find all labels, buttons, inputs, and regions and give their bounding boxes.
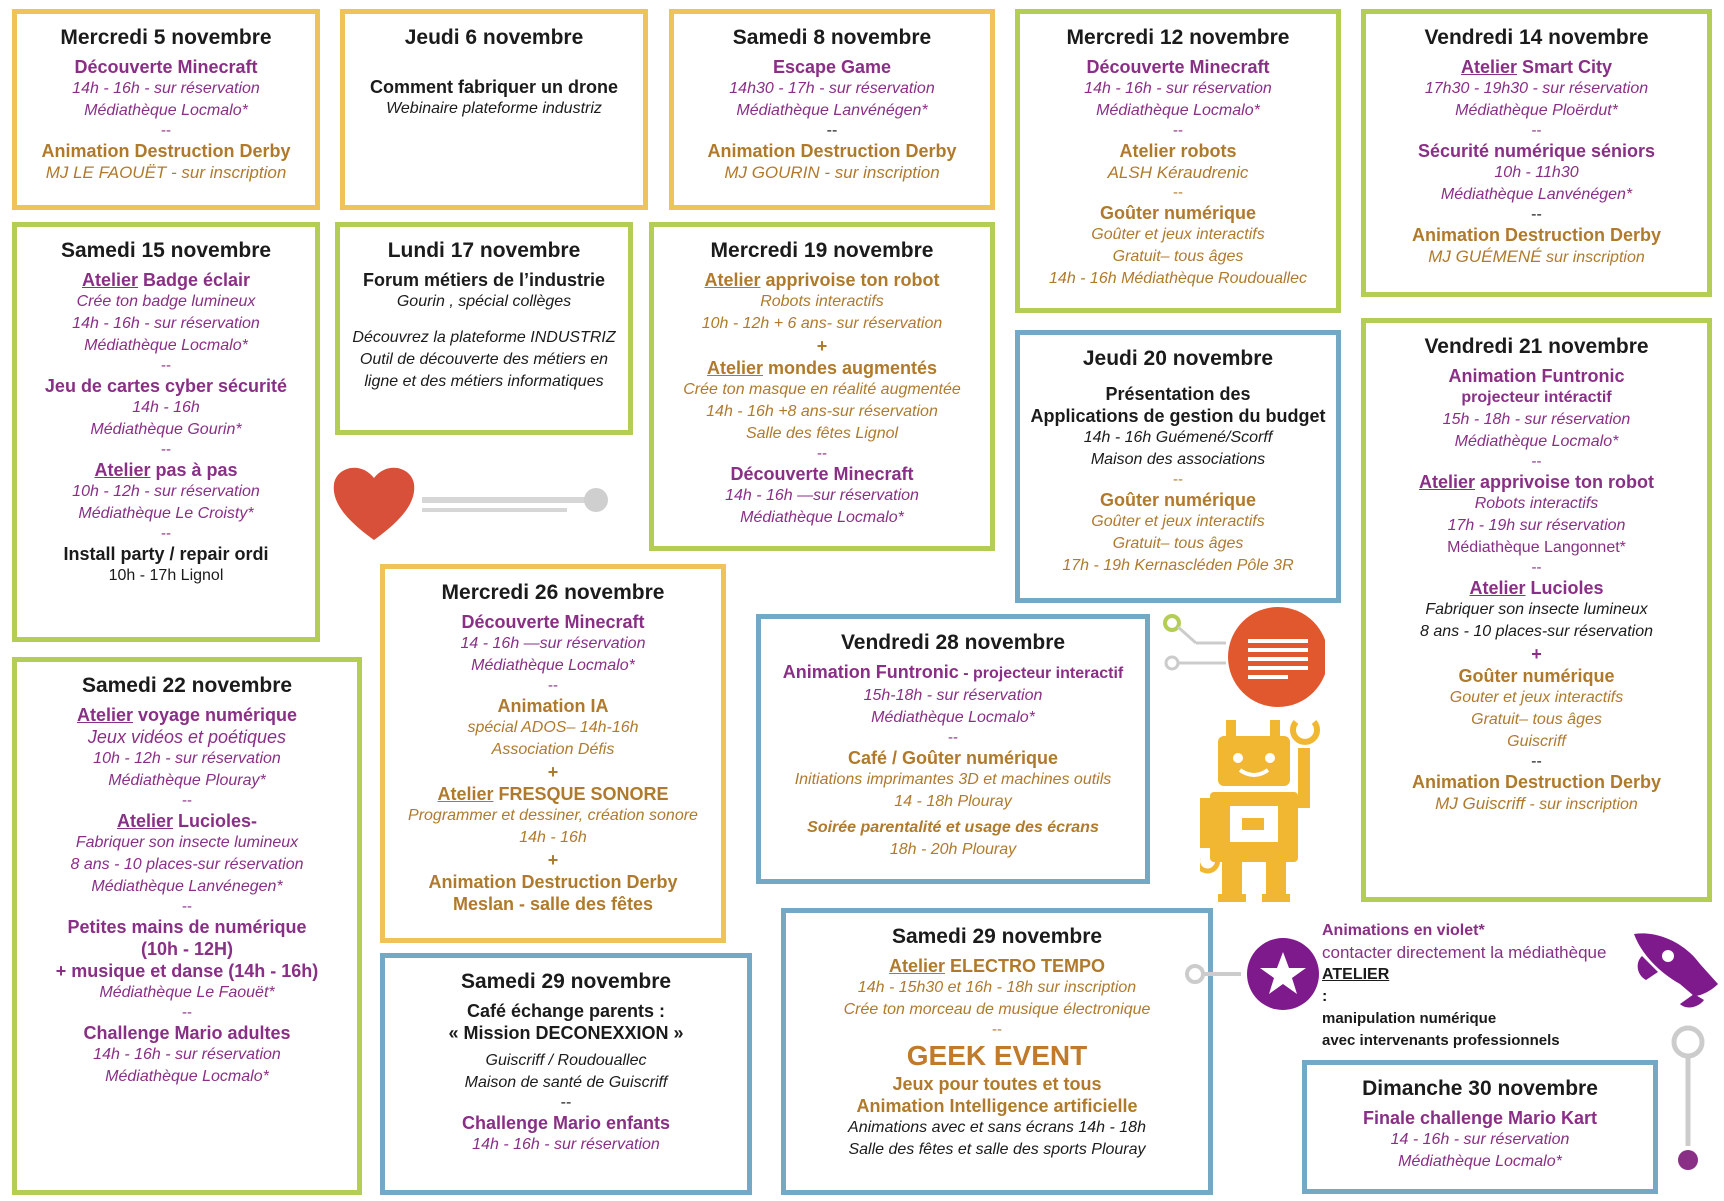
atelier-label: Atelier [437, 784, 494, 804]
activity-time: 15h-18h - sur réservation [863, 687, 1043, 704]
activity-desc: ligne et des métiers informatiques [364, 373, 604, 390]
activity-title: Petites mains de numérique [67, 917, 307, 937]
robot-icon [1200, 708, 1340, 908]
activity-place [1374, 246, 1699, 269]
separator: -- [161, 122, 171, 139]
event-box-14-nov [1361, 9, 1712, 297]
activity-title: Soirée parentalité et usage des écrans [807, 819, 1099, 836]
activity-name: FRESQUE SONORE [493, 784, 669, 804]
activity-title: Sécurité numérique séniors [1417, 141, 1656, 161]
activity-title: Découverte Minecraft [730, 464, 914, 484]
activity-place: 14h - 16h Médiathèque Roudouallec [1049, 270, 1307, 287]
event-box-8-nov [669, 9, 995, 210]
event-date: Mercredi 26 novembre [441, 581, 665, 604]
activity-desc: Crée ton badge lumineux [76, 293, 256, 310]
legend-atelier-label: ATELIER [1322, 966, 1390, 983]
activity-place-name: MJ GUÉMENÉ [1428, 247, 1542, 266]
event-date: Samedi 15 novembre [60, 239, 272, 262]
atelier-label: Atelier [888, 956, 945, 976]
activity-title: Animation Destruction Derby [707, 141, 957, 161]
activity-place: ALSH Kéraudrenic [1107, 163, 1249, 182]
activity-name: pas à pas [150, 460, 238, 480]
activity-name: ELECTRO TEMPO [945, 956, 1106, 976]
star-icon [1183, 936, 1323, 1012]
activity-time: 8 ans - 10 places-sur réservation [1420, 623, 1653, 640]
activity-place: Médiathèque Le Croisty* [78, 505, 254, 522]
activity-title: Animation Destruction Derby [1411, 772, 1662, 792]
event-date: Vendredi 28 novembre [840, 631, 1066, 654]
activity-title: Challenge Mario adultes [83, 1023, 291, 1043]
event-date: Samedi 22 novembre [81, 674, 293, 697]
activity-time: 17h - 19h sur réservation [1447, 517, 1626, 534]
atelier-label: Atelier [94, 460, 151, 480]
activity-desc: Crée ton morceau de musique électronique [843, 1001, 1151, 1018]
separator: -- [161, 441, 171, 458]
activity-title: Animation Intelligence artificielle [856, 1096, 1138, 1116]
activity-desc: Outil de découverte des métiers en [359, 351, 609, 368]
activity-title: Challenge Mario enfants [461, 1113, 671, 1133]
atelier-label: Atelier [1418, 472, 1475, 492]
plus-separator: + [547, 850, 559, 870]
event-date: Jeudi 6 novembre [404, 26, 584, 49]
event-date: Mercredi 5 novembre [60, 26, 272, 49]
activity-desc: Gratuit– tous âges [1112, 248, 1244, 265]
activity-name: mondes augmentés [762, 358, 938, 378]
activity-title [1374, 577, 1699, 599]
plus-separator: + [816, 336, 828, 356]
activity-place: Médiathèque Lanvénégen* [1440, 186, 1633, 203]
separator: -- [560, 1094, 572, 1111]
legend-violet-title: Animations en violet* [1322, 922, 1485, 939]
activity-place [1374, 793, 1699, 816]
activity-time: 14h - 16h - sur réservation [93, 1046, 281, 1063]
event-box-29-nov-parents [380, 953, 752, 1195]
activity-time: 15h - 18h - sur réservation [1442, 411, 1631, 428]
activity-desc: Initiations imprimantes 3D et machines outils [794, 771, 1112, 788]
activity-name: Smart City [1517, 57, 1613, 77]
activity-place: Médiathèque Locmalo* [1398, 1153, 1562, 1170]
separator: -- [992, 1021, 1002, 1038]
activity-title: Animation Funtronic [1448, 366, 1625, 386]
activity-place: 10h - 17h Lignol [108, 567, 224, 584]
activity-title [25, 459, 307, 481]
activity-title: Animation Destruction Derby [41, 141, 291, 161]
event-box-12-nov [1015, 9, 1341, 313]
activity-place: Médiathèque Ploërdut* [1455, 102, 1618, 119]
activity-title: Animation Destruction Derby [1411, 225, 1662, 245]
atelier-label: Atelier [81, 270, 138, 290]
activity-time: 14h30 - 17h - sur réservation [729, 80, 935, 97]
activity-title [662, 269, 982, 291]
legend-atelier [1322, 964, 1652, 1008]
event-box-26-nov [380, 564, 726, 943]
event-date: Vendredi 21 novembre [1424, 335, 1649, 358]
activity-name: Badge éclair [137, 270, 251, 290]
atelier-label: Atelier [116, 811, 173, 831]
activity-desc: Gratuit– tous âges [1112, 535, 1244, 552]
activity-place: Association Défis [491, 741, 615, 758]
activity-place: Médiathèque Langonnet* [1447, 539, 1626, 556]
activity-desc: Gouter et jeux interactifs [1449, 689, 1624, 706]
heart-icon [332, 462, 622, 542]
activity-title: Animation Destruction Derby [428, 872, 678, 892]
activity-place: Médiathèque Plouray* [108, 772, 266, 789]
activity-time: spécial ADOS– 14h-16h [467, 719, 639, 736]
separator: -- [826, 122, 838, 139]
activity-desc: Gratuit– tous âges [1471, 711, 1602, 728]
separator: -- [1531, 753, 1542, 770]
activity-place: MJ GOURIN - sur inscription [724, 163, 940, 182]
event-box-29-nov-geek [781, 908, 1213, 1195]
legend-violet-text: contacter directement la médiathèque [1322, 943, 1607, 962]
activity-place: Médiathèque Locmalo* [471, 657, 635, 674]
separator: -- [1531, 206, 1542, 223]
plus-separator: + [547, 762, 559, 782]
activity-desc: Découvrez la plateforme INDUSTRIZ [352, 329, 616, 346]
activity-title: Atelier robots [1119, 141, 1237, 161]
activity-title [25, 704, 349, 726]
activity-place: Webinaire plateforme industriz [386, 100, 602, 117]
activity-time: 14h - 16h - sur réservation [472, 1136, 660, 1153]
activity-title [25, 269, 307, 291]
activity-desc: Goûter et jeux interactifs [1091, 226, 1265, 243]
event-box-6-nov [340, 9, 648, 210]
separator: -- [182, 898, 192, 915]
legend [1322, 920, 1652, 1052]
legend-atelier-text: avec intervenants professionnels [1322, 1032, 1560, 1049]
activity-time: 14h - 16h [132, 399, 200, 416]
event-date: Jeudi 20 novembre [1082, 347, 1274, 370]
atelier-label: Atelier [1460, 57, 1517, 77]
activity-name: Lucioles [1525, 578, 1604, 598]
activity-name: voyage numérique [132, 705, 298, 725]
activity-desc: Fabriquer son insecte lumineux [1425, 601, 1648, 618]
event-date: Samedi 29 novembre [460, 970, 672, 993]
activity-place: Médiathèque Le Faouët* [99, 984, 275, 1001]
activity-desc: Programmer et dessiner, création sonore [408, 807, 698, 824]
event-box-21-nov [1361, 318, 1712, 902]
activity-time: 14h - 16h - sur réservation [72, 315, 260, 332]
activity-place: Médiathèque Lanvénegen* [91, 878, 283, 895]
activity-place: Médiathèque Lanvénégen* [736, 102, 928, 119]
activity-title: Jeux pour toutes et tous [892, 1074, 1102, 1094]
activity-name: apprivoise ton robot [760, 270, 940, 290]
separator: -- [182, 1004, 192, 1021]
separator: -- [1531, 559, 1542, 576]
activity-title: « Mission DECONEXXION » [448, 1023, 684, 1043]
activity-title: Café échange parents : [466, 1001, 666, 1021]
rocket-icon [1628, 920, 1724, 1180]
event-box-17-nov [335, 222, 633, 435]
activity-desc: Fabriquer son insecte lumineux [75, 834, 299, 851]
activity-title [1374, 471, 1699, 493]
activity-title: Découverte Minecraft [74, 57, 258, 77]
activity-time: 10h - 12h - sur réservation [72, 483, 260, 500]
activity-place-name: MJ Guiscriff [1435, 794, 1525, 813]
activity-title: Goûter numérique [1458, 666, 1615, 686]
activity-title: Jeu de cartes cyber sécurité [44, 376, 288, 396]
separator: -- [161, 357, 171, 374]
event-box-22-nov [12, 657, 362, 1195]
activity-place: Médiathèque Locmalo* [84, 337, 248, 354]
activity-place: Médiathèque Locmalo* [1096, 102, 1260, 119]
activity-place: Médiathèque Gourin* [90, 421, 242, 438]
legend-atelier-colon: : [1322, 988, 1328, 1005]
activity-desc: Crée ton masque en réalité augmentée [683, 381, 961, 398]
plus-separator: + [1531, 644, 1542, 664]
activity-note: - sur inscription [1524, 796, 1638, 813]
activity-title: Goûter numérique [1099, 203, 1256, 223]
event-date: Vendredi 14 novembre [1424, 26, 1649, 49]
document-icon [1160, 605, 1325, 710]
activity-place: Guiscriff [1507, 733, 1566, 750]
activity-title: Applications de gestion du budget [1030, 406, 1326, 426]
activity-title: Présentation des [1105, 384, 1251, 404]
activity-title: Finale challenge Mario Kart [1362, 1108, 1598, 1128]
separator: -- [817, 445, 827, 462]
separator: -- [182, 792, 192, 809]
legend-atelier-text: manipulation numérique [1322, 1010, 1497, 1027]
event-box-30-nov [1302, 1060, 1658, 1194]
activity-time: 14h - 16h +8 ans-sur réservation [706, 403, 938, 420]
separator: -- [1173, 122, 1183, 139]
event-date: Mercredi 19 novembre [710, 239, 934, 262]
activity-place: Maison de santé de Guiscriff [464, 1074, 668, 1091]
activity-place: MJ LE FAOUËT - sur inscription [45, 163, 287, 182]
activity-title [393, 783, 713, 805]
activity-title: Comment fabriquer un drone [369, 77, 618, 97]
activity-title: Goûter numérique [1099, 490, 1256, 510]
activity-title: Découverte Minecraft [461, 612, 645, 632]
activity-title: Découverte Minecraft [1086, 57, 1270, 77]
activity-title [662, 357, 982, 379]
activity-desc: Robots interactifs [1474, 495, 1599, 512]
activity-title [25, 810, 349, 832]
separator: -- [948, 729, 958, 746]
event-date: Samedi 8 novembre [732, 26, 932, 49]
activity-place: Médiathèque Locmalo* [105, 1068, 269, 1085]
activity-title: + musique et danse (14h - 16h) [55, 961, 319, 981]
activity-time: 14h - 16h - sur réservation [72, 80, 260, 97]
separator: -- [1173, 471, 1183, 488]
activity-name: Lucioles- [173, 811, 258, 831]
activity-time: 8 ans - 10 places-sur réservation [70, 856, 304, 873]
event-box-19-nov [649, 222, 995, 551]
activity-place: Médiathèque Locmalo* [1454, 433, 1619, 450]
event-date: Dimanche 30 novembre [1362, 1077, 1598, 1100]
activity-time: 17h30 - 19h30 - sur réservation [1424, 80, 1649, 97]
activity-subtitle: - projecteur interactif [958, 665, 1124, 682]
separator: -- [1531, 453, 1542, 470]
activity-time: 10h - 12h + 6 ans- sur réservation [701, 315, 943, 332]
separator: -- [161, 525, 171, 542]
activity-time: 14h - 16h [519, 829, 587, 846]
activity-title [1374, 56, 1699, 78]
activity-time: 18h - 20h Plouray [889, 841, 1017, 858]
activity-place: Salle des fêtes Lignol [745, 425, 899, 442]
activity-time: 14h - 16h - sur réservation [1084, 80, 1272, 97]
separator: -- [1531, 122, 1542, 139]
activity-desc: Goûter et jeux interactifs [1091, 513, 1265, 530]
activity-note: sur inscription [1541, 249, 1645, 266]
activity-title: Forum métiers de l’industrie [362, 270, 606, 290]
event-box-28-nov [756, 614, 1150, 884]
separator: -- [1173, 184, 1183, 201]
activity-time: 14 - 16h - sur réservation [1390, 1131, 1570, 1148]
event-date: Mercredi 12 novembre [1066, 26, 1290, 49]
activity-time: 10h - 12h - sur réservation [93, 750, 281, 767]
activity-time: 14h - 15h30 et 16h - 18h sur inscription [857, 979, 1137, 996]
activity-title [794, 955, 1200, 977]
activity-time: (10h - 12H) [140, 939, 234, 959]
atelier-label: Atelier [706, 358, 763, 378]
activity-name: Animation Funtronic [782, 662, 959, 682]
activity-subtitle: projecteur intéractif [1461, 389, 1612, 406]
activity-place: Médiathèque Locmalo* [871, 709, 1035, 726]
event-date: Lundi 17 novembre [387, 239, 581, 262]
separator: -- [548, 677, 558, 694]
event-box-20-nov [1015, 330, 1341, 603]
activity-name: apprivoise ton robot [1475, 472, 1655, 492]
activity-place: 14 - 18h Plouray [894, 793, 1012, 810]
activity-place: Salle des fêtes et salle des sports Plouray [848, 1141, 1146, 1158]
activity-title: Café / Goûter numérique [847, 748, 1059, 768]
activity-desc: Robots interactifs [760, 293, 884, 310]
activity-time: 14h - 16h Guémené/Scorff [1083, 429, 1273, 446]
activity-title [769, 661, 1137, 685]
activity-place: Meslan - salle des fêtes [452, 894, 654, 914]
event-box-15-nov [12, 222, 320, 642]
activity-time: 14h - 16h —sur réservation [725, 487, 919, 504]
activity-title: Escape Game [772, 57, 892, 77]
activity-place: Maison des associations [1090, 451, 1266, 468]
atelier-label: Atelier [76, 705, 133, 725]
activity-time: 14 - 16h —sur réservation [460, 635, 646, 652]
activity-desc: Jeux vidéos et poétiques [87, 727, 287, 747]
activity-place: 17h - 19h Kernascléden Pôle 3R [1062, 557, 1294, 574]
activity-desc: Animations avec et sans écrans 14h - 18h [848, 1119, 1146, 1136]
geek-event-title: GEEK EVENT [906, 1040, 1088, 1071]
activity-place: Médiathèque Locmalo* [740, 509, 904, 526]
activity-place: Médiathèque Locmalo* [84, 102, 248, 119]
event-box-5-nov [12, 9, 320, 210]
activity-title: Install party / repair ordi [63, 544, 269, 564]
activity-place: Gourin , spécial collèges [396, 293, 572, 310]
atelier-label: Atelier [704, 270, 761, 290]
atelier-label: Atelier [1469, 578, 1526, 598]
activity-time: 10h - 11h30 [1494, 164, 1579, 181]
activity-place: Guiscriff / Roudouallec [485, 1052, 647, 1069]
activity-title: Animation IA [497, 696, 609, 716]
event-date: Samedi 29 novembre [891, 925, 1103, 948]
